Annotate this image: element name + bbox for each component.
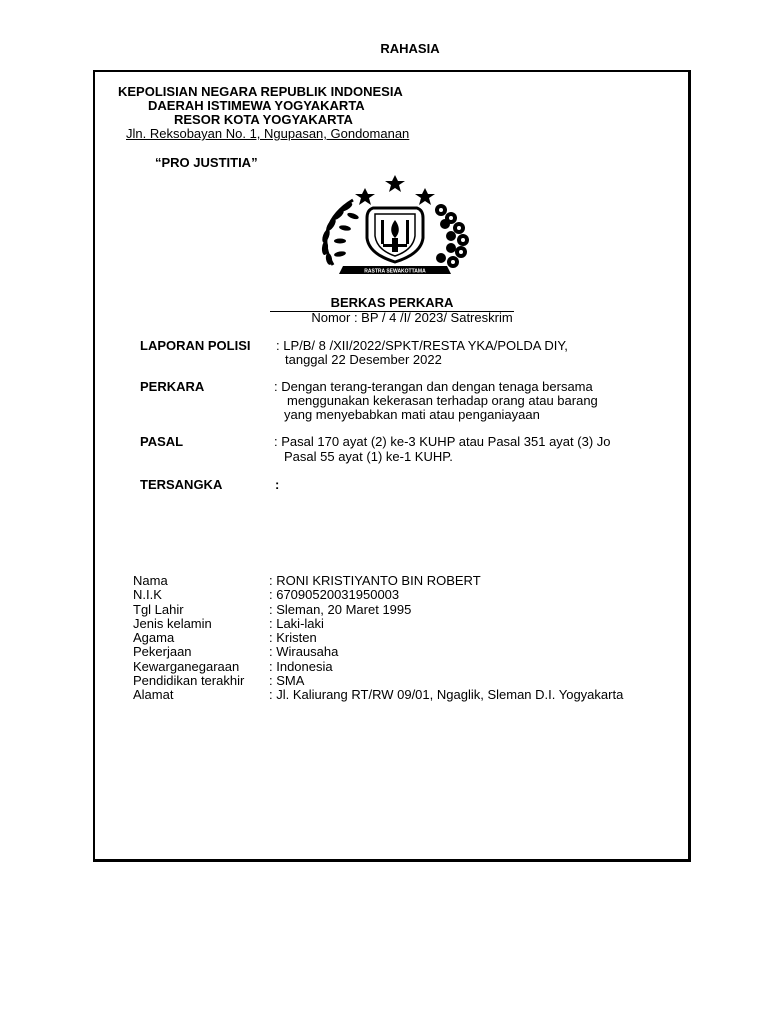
document-number: Nomor : BP / 4 /I/ 2023/ Satreskrim — [311, 310, 513, 325]
identity-key: Alamat — [133, 687, 174, 703]
pasal-line-2: Pasal 55 ayat (1) ke-1 KUHP. — [284, 449, 453, 464]
tersangka-colon: : — [275, 477, 280, 492]
identity-key: Pendidikan terakhir — [133, 673, 245, 689]
identity-key: Jenis kelamin — [133, 615, 212, 631]
identity-value: : SMA — [269, 673, 305, 689]
identity-key: Nama — [133, 573, 168, 588]
perkara-label: PERKARA — [140, 379, 205, 394]
perkara-line-1: : Dengan terang-terangan dan dengan tenaga bersama — [274, 379, 593, 394]
identity-key: N.I.K — [133, 587, 162, 603]
institution-line-1: KEPOLISIAN NEGARA REPUBLIK INDONESIA — [118, 84, 403, 99]
document-title: BERKAS PERKARA — [270, 295, 514, 312]
classification-label: RAHASIA — [380, 41, 440, 56]
perkara-line-3: yang menyebabkan mati atau penganiayaan — [284, 407, 540, 422]
identity-row-pekerjaan — [133, 645, 623, 659]
police-emblem-icon — [313, 170, 483, 280]
identity-row-nik — [133, 588, 623, 602]
identity-row-pendidikan — [133, 674, 623, 688]
identity-value: : Jl. Kaliurang RT/RW 09/01, Ngaglik, Sleman D.I. Yogyakarta — [269, 687, 624, 703]
identity-row-alamat — [133, 688, 623, 702]
suspect-identity-table — [133, 574, 623, 703]
pasal-line-1: : Pasal 170 ayat (2) ke-3 KUHP atau Pasal 351 ayat (3) Jo — [274, 434, 611, 449]
identity-value: : Wirausaha — [269, 644, 339, 660]
laporan-polisi-line-2: tanggal 22 Desember 2022 — [285, 352, 442, 367]
laporan-polisi-line-1: : LP/B/ 8 /XII/2022/SPKT/RESTA YKA/POLDA DIY, — [276, 338, 568, 353]
identity-row-tgl-lahir — [133, 603, 623, 617]
identity-row-nama — [133, 574, 623, 588]
laporan-polisi-label: LAPORAN POLISI — [140, 338, 251, 353]
identity-value: : Laki-laki — [269, 615, 324, 631]
pasal-label: PASAL — [140, 434, 184, 449]
identity-row-agama — [133, 631, 623, 645]
identity-key: Pekerjaan — [133, 644, 192, 660]
pro-justitia-label: “PRO JUSTITIA” — [155, 155, 258, 170]
emblem-motto: RASTRA SEWAKOTTAMA — [364, 268, 426, 275]
institution-address: Jln. Reksobayan No. 1, Ngupasan, Gondomanan — [126, 126, 410, 141]
identity-value: : Kristen — [269, 630, 317, 646]
star-icon — [415, 188, 435, 205]
identity-key: Kewarganegaraan — [133, 658, 240, 674]
identity-row-jenis-kelamin — [133, 617, 623, 631]
institution-line-3: RESOR KOTA YOGYAKARTA — [174, 112, 353, 127]
identity-row-kewarganegaraan — [133, 660, 623, 674]
identity-value: : RONI KRISTIYANTO BIN ROBERT — [269, 573, 481, 588]
identity-value: : Indonesia — [269, 658, 333, 674]
star-icon — [355, 188, 375, 205]
perkara-line-2: menggunakan kekerasan terhadap orang atau barang — [287, 393, 598, 408]
star-icon — [385, 175, 405, 192]
institution-line-2: DAERAH ISTIMEWA YOGYAKARTA — [148, 98, 365, 113]
identity-key: Agama — [133, 630, 175, 646]
identity-value: : 67090520031950003 — [269, 587, 400, 603]
identity-key: Tgl Lahir — [133, 601, 184, 617]
identity-value: : Sleman, 20 Maret 1995 — [269, 601, 412, 617]
tersangka-label: TERSANGKA — [140, 477, 223, 492]
